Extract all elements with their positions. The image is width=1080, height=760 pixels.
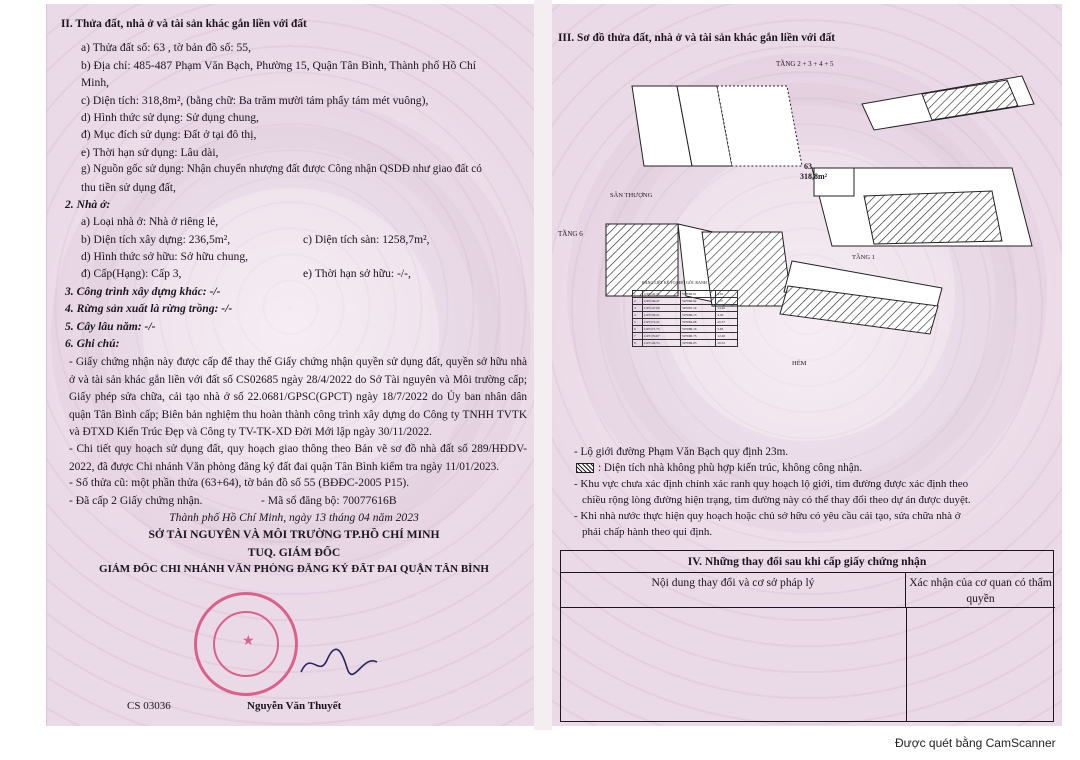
coordinate-cell: 597067.14 <box>681 305 716 312</box>
coordinate-cell: 597069.13 <box>681 312 716 319</box>
coordinate-cell: 4 <box>633 312 643 319</box>
hatch-legend-swatch <box>576 463 594 473</box>
changes-col-confirmation: Xác nhận của cơ quan có thẩm quyền <box>906 573 1055 608</box>
label-parcel-area: 318,8m² <box>800 172 828 181</box>
certificate-page-right <box>552 4 1062 726</box>
coordinate-cell: 597084.08 <box>681 319 716 326</box>
usage-origin-cont: thu tiền sử dụng đất, <box>81 180 176 194</box>
branch-director-title: GIÁM ĐỐC CHI NHÁNH VĂN PHÒNG ĐĂNG KÝ ĐẤT ĐAI QUẬN TÂN BÌNH <box>99 563 489 576</box>
note-boundary-2: chiều rộng lòng đường hiện trạng, tim đường này có thể thay đổi theo dự án được duyệt. <box>582 494 971 506</box>
coordinate-cell: 2 <box>633 298 643 305</box>
note-planning: - Chi tiết quy hoạch sử dụng đất, quy hoạch giao thông theo Bản vẽ sơ đồ nhà đất số 289/HĐDV-2022, đã được Chi nhánh Văn phòng đăng ký đất đai quận Tân Bình kiểm tra ngày 11/01/2023. <box>69 443 527 473</box>
coordinate-cell: 4.62 <box>716 291 738 298</box>
coordinate-cell: 1.37 <box>716 298 738 305</box>
section-title-iii: III. Sơ đồ thửa đất, nhà ở và tài sản khác gắn liền với đất <box>558 32 836 44</box>
floor-area: c) Diện tích sàn: 1258,7m², <box>303 232 430 246</box>
coordinate-cell: 1197172.21 <box>642 319 681 326</box>
note-replacement: - Giấy chứng nhận này được cấp để thay thế Giấy chứng nhận quyền sử dụng đất, quyền sở hữu nhà ở và tài sản khác gắn liền với đất số CS02685 ngày 28/4/2022 do Sở Tài nguyên và Môi trường cấp; Giấy phép sửa chữa, cải tạo nhà ở số 22.0681/GPSC(GPCT) ngày 18/7/2022 do Ủy ban nhân dân quận Tân Bình cấp; Biên bản nghiệm thu hoàn thành công trình xây dựng do Công ty TNHH TVTK và ĐTXD Kiến Trúc Đẹp và Công ty TV-TK-XD Đời Mới lập ngày 30/11/2022. <box>69 356 527 439</box>
parcel-number: a) Thửa đất số: 63 , tờ bản đồ số: 55, <box>81 41 251 55</box>
ownership-form: d) Hình thức sở hữu: Sở hữu chung, <box>81 250 249 264</box>
coordinate-row <box>633 298 738 305</box>
section-title-ii: II. Thửa đất, nhà ở và tài sản khác gắn liền với đất <box>61 18 307 30</box>
coordinate-cell: 597089.16 <box>681 326 716 333</box>
construction-area: b) Diện tích xây dựng: 236,5m², <box>81 232 231 246</box>
house-type: a) Loại nhà ở: Nhà ở riêng lẻ, <box>81 215 219 229</box>
address-line: b) Địa chỉ: 485-487 Phạm Văn Bạch, Phường 15, Quận Tân Bình, Thành phố Hồ Chí <box>81 58 476 72</box>
coordinate-row <box>633 291 738 298</box>
coordinate-cell: 4.29 <box>716 312 738 319</box>
coordinate-cell: 20.37 <box>716 319 738 326</box>
certificate-page-left <box>46 4 534 726</box>
label-alley: HẺM <box>792 360 807 367</box>
coordinate-cell: 1197159.21 <box>642 312 681 319</box>
certificate-serial: CS 03036 <box>127 700 171 712</box>
coordinate-cell: 597069.03 <box>681 340 716 347</box>
signature-icon <box>297 644 381 682</box>
coordinate-cell: 14.40 <box>716 305 738 312</box>
usage-origin: g) Nguồn gốc sử dụng: Nhận chuyển nhượng đất được Công nhận QSDĐ như giao đất có <box>81 163 482 176</box>
coordinate-cell: 6 <box>633 326 643 333</box>
changes-title: IV. Những thay đổi sau khi cấp giấy chứng nhận <box>561 551 1053 573</box>
official-red-seal <box>194 592 298 696</box>
usage-term: e) Thời hạn sử dụng: Lâu dài, <box>81 145 219 159</box>
registration-code: - Mã số đăng bộ: 70077616B <box>261 493 397 507</box>
scanner-watermark: Được quét bằng CamScanner <box>895 736 1056 750</box>
coordinate-cell: 5.65 <box>716 326 738 333</box>
house-grade: đ) Cấp(Hạng): Cấp 3, <box>81 267 182 281</box>
coordinate-cell: 1197142.71 <box>642 291 681 298</box>
planted-forest: 4. Rừng sản xuất là rừng trồng: -/- <box>65 302 233 316</box>
address-line-cont: Minh, <box>81 76 110 90</box>
coordinate-cell: 597066.92 <box>681 298 716 305</box>
note-renovation-1: - Khi nhà nước thực hiện quy hoạch hoặc chủ sở hữu có yêu cầu cải tạo, sửa chữa nhà ở <box>574 510 961 522</box>
roof-plan <box>780 261 942 334</box>
coordinate-cell: 5 <box>633 319 643 326</box>
note-hatch-legend: : Diện tích nhà không phù hợp kiến trúc, không công nhận. <box>576 460 862 477</box>
note-issued-row <box>61 494 527 511</box>
certificates-issued: - Đã cấp 2 Giấy chứng nhận. <box>69 493 203 507</box>
label-upper-floors: TẦNG 2 + 3 + 4 + 5 <box>776 60 834 68</box>
note-renovation-2: phải chấp hành theo qui định. <box>582 526 713 538</box>
label-parcel-number: 63 <box>804 162 812 171</box>
authorized-title: TUQ. GIÁM ĐỐC <box>247 545 341 559</box>
other-construction: 3. Công trình xây dựng khác: -/- <box>65 284 221 298</box>
coordinate-cell: 1 <box>633 291 643 298</box>
coordinate-cell: 1197170.67 <box>642 333 681 340</box>
coordinate-cell: 20.52 <box>716 340 738 347</box>
perennial-trees: 5. Cây lâu năm: -/- <box>65 319 156 333</box>
usage-form: d) Hình thức sử dụng: Sử dụng chung, <box>81 110 259 124</box>
coordinate-cell: 1197143.53 <box>642 340 681 347</box>
note-old-parcel: - Số thửa cũ: một phần thửa (63+64), tờ bản đồ số 55 (BĐĐC-2005 P15). <box>69 476 410 490</box>
changes-table <box>560 550 1054 722</box>
coordinate-row <box>633 326 738 333</box>
upper-floors-plan <box>632 76 1034 166</box>
note-boundary-1: - Khu vực chưa xác định chính xác ranh quy hoạch lộ giới, tim đường được xác định theo <box>574 478 969 490</box>
coordinate-row <box>633 333 738 340</box>
house-title: 2. Nhà ở: <box>65 197 111 211</box>
issuing-department: SỞ TÀI NGUYÊN VÀ MÔI TRƯỜNG TP.HỒ CHÍ MINH <box>148 528 440 542</box>
coordinate-cell: 8 <box>633 340 643 347</box>
changes-col-content: Nội dung thay đổi và cơ sở pháp lý <box>561 573 906 608</box>
coordinate-cell: 3 <box>633 305 643 312</box>
coordinate-row <box>633 305 738 312</box>
note-road-width: - Lộ giới đường Phạm Văn Bạch quy định 23m. <box>574 446 789 458</box>
coordinate-cell: 1197171.75 <box>642 326 681 333</box>
issue-date: Thành phố Hồ Chí Minh, ngày 13 tháng 04 năm 2023 <box>169 511 419 525</box>
coordinate-cell: 12.20 <box>716 333 738 340</box>
coordinate-cell: 597069.61 <box>681 291 716 298</box>
ownership-term: e) Thời hạn sở hữu: -/-, <box>303 267 411 281</box>
usage-purpose: đ) Mục đích sử dụng: Đất ở tại đô thị, <box>81 128 257 142</box>
signer-name: Nguyễn Văn Thuyết <box>247 700 342 712</box>
coordinate-cell: 1197146.47 <box>642 298 681 305</box>
coord-table-title: BẢNG LIỆT KÊ TỌA ĐỘ GÓC RANH <box>642 280 707 285</box>
label-floor-1: TẦNG 1 <box>852 254 875 261</box>
house-area-row <box>61 233 527 250</box>
coordinate-cell: 597090.75 <box>681 333 716 340</box>
coordinate-row <box>633 312 738 319</box>
star-icon: ★ <box>242 634 255 649</box>
page-gutter <box>534 0 552 730</box>
coordinate-cell: 7 <box>633 333 643 340</box>
coordinate-row <box>633 340 738 347</box>
coordinate-cell: 1197147.06 <box>642 305 681 312</box>
notes-title: 6. Ghi chú: <box>65 337 120 351</box>
label-roof-terrace: SÂN THƯỢNG <box>610 192 653 199</box>
house-grade-row <box>61 267 527 284</box>
label-floor-6: TẦNG 6 <box>558 230 583 238</box>
coordinate-table <box>632 290 738 347</box>
coordinate-row <box>633 319 738 326</box>
area-line: c) Diện tích: 318,8m², (bằng chữ: Ba trăm mười tám phẩy tám mét vuông), <box>81 93 429 107</box>
ground-floor-plan <box>812 168 1032 246</box>
